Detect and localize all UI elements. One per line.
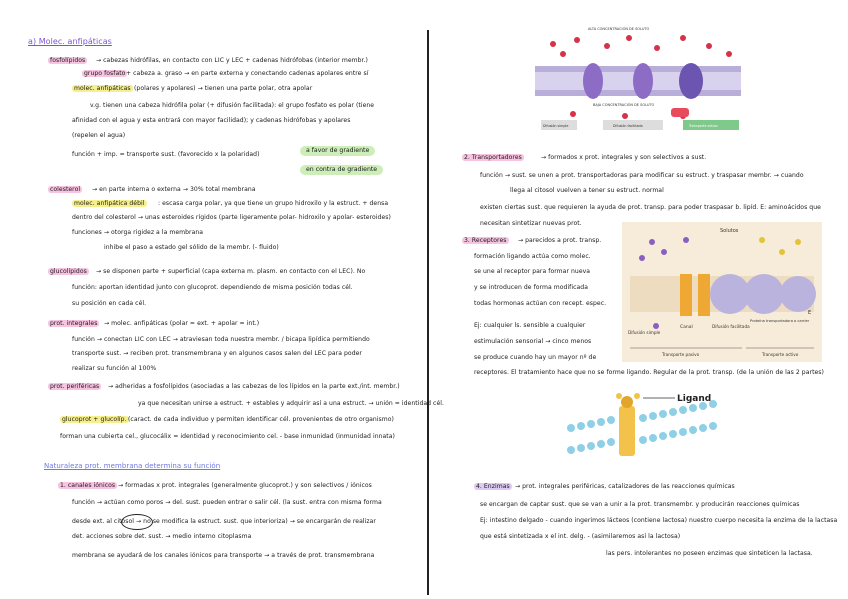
grupo-fosfato-label: grupo fosfato bbox=[84, 70, 126, 77]
transportadores-line1: → formados x prot. integrales y son selectivos a sust. bbox=[541, 154, 707, 161]
canales-line1: → formadas x prot. integrales (generalmente glucoprot.) y son selectivos / iónicos bbox=[118, 482, 372, 489]
glucolipidos-line2: función: aportan identidad junto con glucoprot. dependiendo de misma posición todas cél. bbox=[72, 284, 353, 291]
prot-integrales-line4: realizar su función al 100% bbox=[72, 365, 157, 372]
fig2-proteina: Proteína transportadora o carrier bbox=[750, 319, 810, 323]
membrane-transport-figure bbox=[533, 24, 743, 134]
receptores-line2: formación ligando actúa como molec. bbox=[474, 253, 591, 260]
glucoprot-label: glucoprot + glucolíp. bbox=[62, 416, 127, 423]
fig2-canal: Canal bbox=[680, 325, 693, 330]
fig2-transporte-pasivo: Transporte pasivo bbox=[662, 352, 700, 357]
enzimas-line1: → prot. integrales periféricas, catalizadores de las reacciones químicas bbox=[515, 483, 735, 490]
fosfolipidos-line7: función + imp. = transporte sust. (favorecido x la polaridad) bbox=[72, 151, 260, 158]
fig1-bottom-label: BAJA CONCENTRACIÓN DE SOLUTO bbox=[593, 103, 655, 107]
receptores-line9: receptores. El tratamiento hace que no se forme ligando. Regular de la prot. transp. (de la unión de las 2 partes) bbox=[474, 369, 824, 376]
canales-line5: membrana se ayudará de los canales iónicos para transporte → a través de prot. transmembrana bbox=[72, 552, 375, 559]
transportadores-term: 2. Transportadores bbox=[464, 154, 522, 161]
prot-perifericas-line3: (caract. de cada individuo y permiten identificar cél. provenientes de otro organismo) bbox=[128, 416, 394, 423]
enzimas-line2: se encargan de captar sust. que se van a unir a la prot. transmembr. y producirán reacciones químicas bbox=[480, 501, 800, 508]
colesterol-line5: inhibe el paso a estado gel sólido de la membr. (- fluido) bbox=[104, 244, 279, 251]
receptores-line8: se produce cuando hay un mayor nº de bbox=[474, 354, 597, 361]
prot-perifericas-line4: forman una cubierta cel., glucocálix = identidad y reconocimiento cel. - base inmunidad (inmunidad innata) bbox=[60, 433, 395, 440]
enzimas-term: 4. Enzimas bbox=[476, 483, 510, 490]
prot-perifericas-line1: → adheridas a fosfolípidos (asociadas a las cabezas de los lípidos en la parte ext./int. membr.) bbox=[108, 383, 400, 390]
heading-molec-anfipaticas: a) Molec. anfipáticas bbox=[28, 37, 112, 46]
gradient-contra-box: en contra de gradiente bbox=[300, 165, 383, 175]
transportadores-line4: existen ciertas sust. que requieren la ayuda de prot. transp. para poder traspasar b. lipíd. E: aminoácidos que bbox=[480, 204, 821, 211]
fig1-top-label: ALTA CONCENTRACIÓN DE SOLUTO bbox=[588, 27, 650, 31]
prot-integrales-line1: → molec. anfipáticas (polar = ext. + apolar = int.) bbox=[104, 320, 260, 327]
receptores-line1: → parecidos a prot. transp. bbox=[518, 237, 602, 244]
fig2-solutos: Solutos bbox=[720, 228, 739, 234]
colesterol-line1: → en parte interna o externa → 30% total membrana bbox=[92, 186, 256, 193]
ligand-receptor-figure bbox=[563, 388, 723, 470]
colesterol-line4: funciones → otorga rigidez a la membrana bbox=[72, 229, 204, 236]
fosfolipidos-line4: v.g. tienen una cabeza hidrófila polar (+ difusión facilitada): el grupo fosfato es polar (tiene bbox=[90, 102, 375, 109]
transportadores-line5: necesitan sintetizar nuevas prot. bbox=[480, 220, 582, 227]
colesterol-label: molec. anfipática débil bbox=[74, 200, 145, 207]
fosfolipidos-line5: afinidad con el agua y esta entrará con mayor facilidad); y cadenas hidrófobas y apolares bbox=[72, 117, 351, 124]
fosfolipidos-line1: → cabezas hidrófilas, en contacto con LIC y LEC + cadenas hidrófobas (interior membr.) bbox=[96, 57, 368, 64]
enzimas-line5: las pers. intolerantes no poseen enzimas que sinteticen la lactasa. bbox=[606, 550, 813, 557]
transportadores-line2: función → sust. se unen a prot. transportadoras para modificar su estruct. y traspasar membr. → cuando bbox=[480, 172, 804, 179]
receptores-line6: Ej: cualquier ls. sensible a cualquier bbox=[474, 322, 586, 329]
enzimas-line3: Ej: intestino delgado - cuando ingerimos lácteos (contiene lactosa) nuestro cuerpo necesita la enzima de la lactasa bbox=[480, 517, 838, 524]
fig2-transporte-activo: Transporte activo bbox=[762, 352, 799, 357]
colesterol-term: colesterol bbox=[50, 186, 81, 193]
receptores-line4: y se introducen de forma modificada bbox=[474, 284, 589, 291]
colesterol-line2: : escasa carga polar, ya que tiene un grupo hidroxilo y la estruct. + densa bbox=[158, 200, 389, 207]
fosfolipidos-line6: (repelen el agua) bbox=[72, 132, 126, 139]
canales-term: 1. canales iónicos bbox=[60, 482, 116, 489]
fig2-energia: E bbox=[808, 310, 812, 316]
fosfolipidos-line3: (polares y apolares) → tienen una parte polar, otra apolar bbox=[134, 85, 313, 92]
citosol-circle bbox=[121, 514, 153, 530]
canales-line2: función → actúan como poros → del. sust. pueden entrar o salir cél. (la sust. entra con misma forma bbox=[72, 499, 382, 506]
prot-perifericas-term: prot. periféricas bbox=[50, 383, 100, 390]
fig1-label-simple: Difusión simple bbox=[543, 124, 569, 128]
prot-integrales-line3: transporte sust. → reciben prot. transmembrana y en algunos casos salen del LEC para poder bbox=[72, 350, 362, 357]
receptores-line7: estimulación sensorial → cinco menos bbox=[474, 338, 592, 345]
receptores-line3: se une al receptor para formar nueva bbox=[474, 268, 591, 275]
fig2-difusion-simple: Difusión simple bbox=[628, 330, 661, 335]
fig3-ligand-label: Ligand bbox=[677, 394, 712, 404]
fosfolipidos-line2: + cabeza a. graso → en parte externa y conectando cadenas apolares entre sí bbox=[126, 70, 369, 77]
glucolipidos-line3: su posición en cada cél. bbox=[72, 300, 147, 307]
glucolipidos-term: glucolípidos bbox=[50, 268, 87, 275]
receptores-term: 3. Receptores bbox=[464, 237, 507, 244]
canales-line4: det. acciones sobre det. sust. → medio interno citoplasma bbox=[72, 533, 252, 540]
transportadores-line3: llega al citosol vuelven a tener su estruct. normal bbox=[510, 187, 664, 194]
receptores-line5: todas hormonas actúan con recept. espec. bbox=[474, 300, 607, 307]
canales-line3: desde ext. al citosol → no se modifica la estruct. sust. que interioriza) → se encargarán de realizar bbox=[72, 518, 376, 525]
heading-naturaleza: Naturaleza prot. membrana determina su función bbox=[44, 462, 221, 470]
fig1-label-activo: Transporte activo bbox=[689, 124, 718, 128]
colesterol-line3: dentro del colesterol → unas esteroides rígidos (parte ligeramente polar- hidroxilo y apolar- esteroides) bbox=[72, 214, 391, 221]
page-divider bbox=[427, 30, 429, 595]
prot-integrales-line2: función → conectan LIC con LEC → atraviesan toda nuestra membr. / bicapa lipídica permitiendo bbox=[72, 336, 370, 343]
molec-anfipaticas-label: molec. anfipáticas bbox=[74, 85, 131, 92]
enzimas-line4: que está sintetizada x el int. delg. - (asimilaremos así la lactosa) bbox=[480, 533, 681, 540]
prot-integrales-term: prot. integrales bbox=[50, 320, 98, 327]
fosfolipidos-term: fosfolípidos bbox=[50, 57, 86, 64]
gradient-favor-box: a favor de gradiente bbox=[300, 146, 375, 156]
glucolipidos-line1: → se disponen parte + superficial (capa externa m. plasm. en contacto con el LEC). No bbox=[96, 268, 366, 275]
fig2-difusion-facilitada: Difusión facilitada bbox=[712, 324, 750, 329]
transport-types-figure bbox=[622, 222, 822, 362]
prot-perifericas-line2: ya que necesitan unirse a estruct. + estables y adquirir así a una estruct. → unión = identidad cél. bbox=[138, 400, 444, 407]
fig1-label-facilitada: Difusión facilitada bbox=[613, 124, 643, 128]
